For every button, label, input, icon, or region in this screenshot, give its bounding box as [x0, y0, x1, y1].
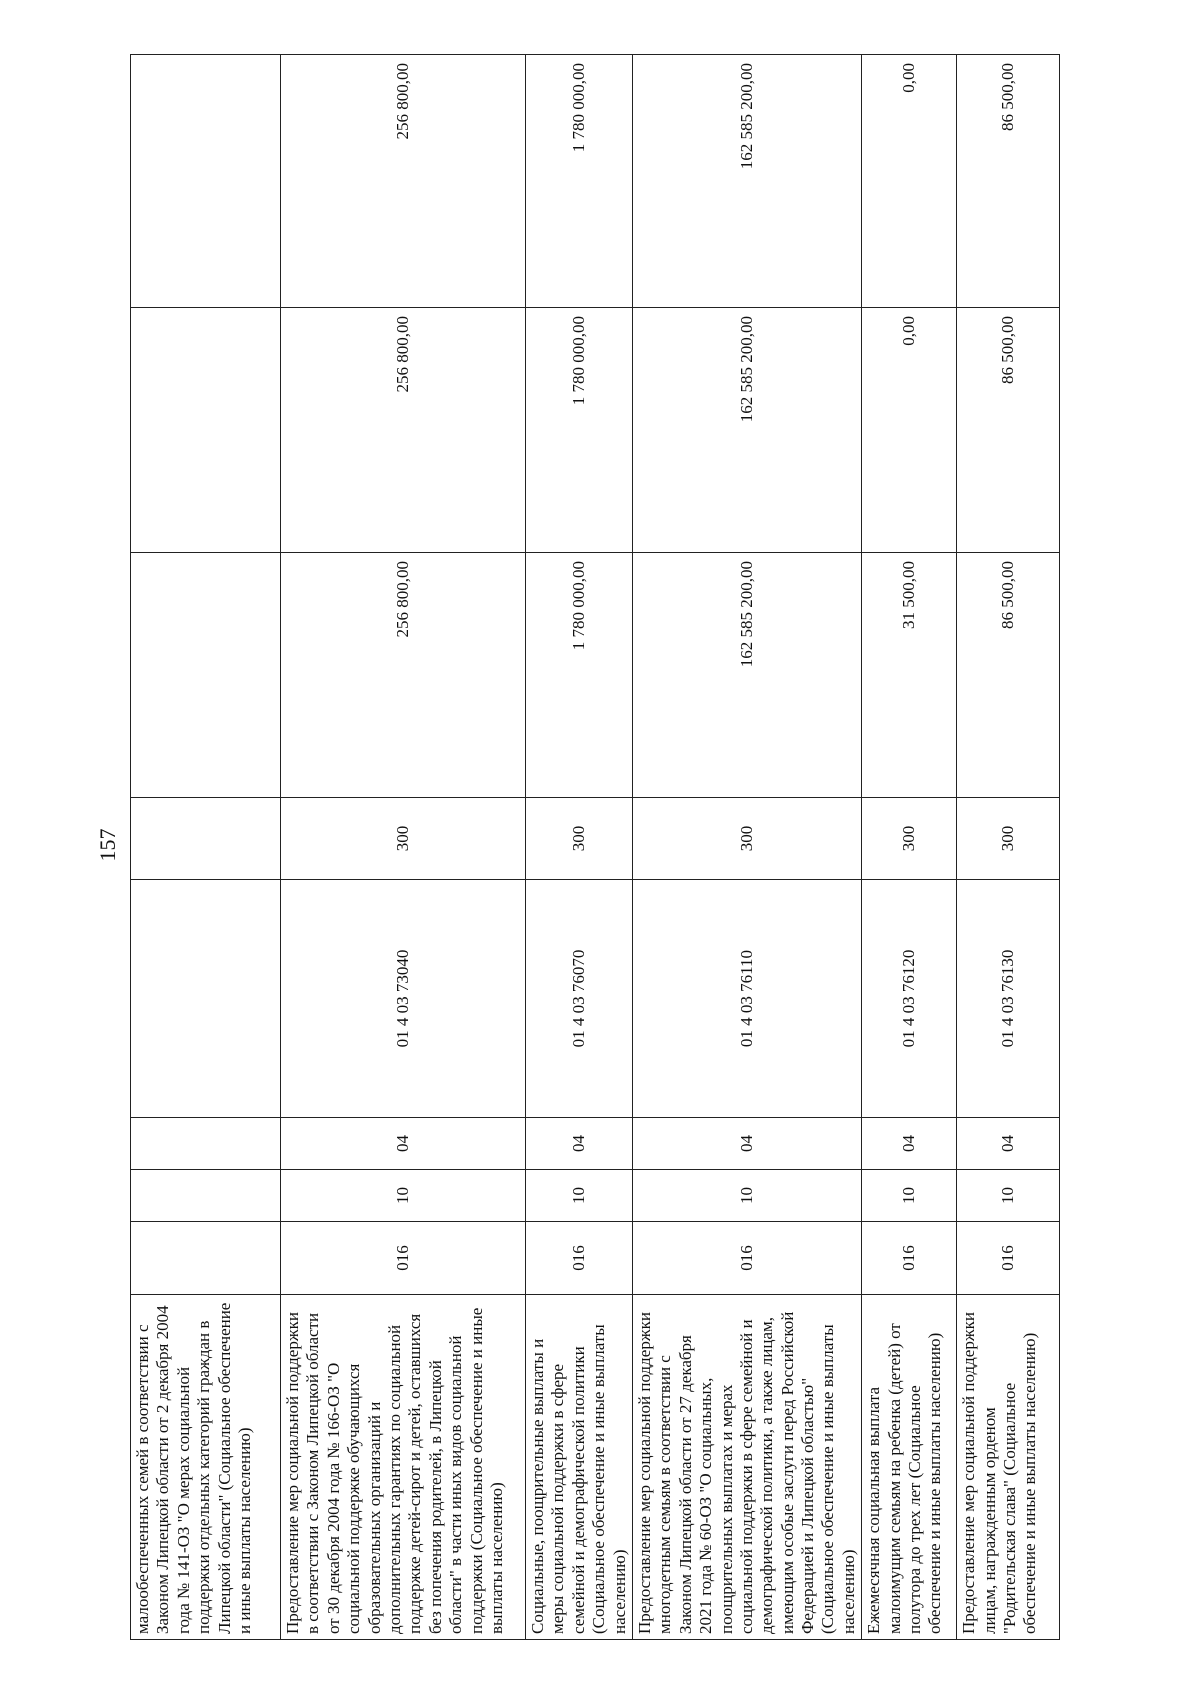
- sum-3-cell: 1 780 000,00: [526, 55, 633, 308]
- sum-3-cell: 86 500,00: [957, 55, 1060, 308]
- target-article-cell: 01 4 03 76130: [957, 880, 1060, 1118]
- table-row: [862, 55, 957, 1640]
- ved-cell: 016: [957, 1222, 1060, 1295]
- sum-3-cell: [131, 55, 281, 308]
- podrazdel-cell: 04: [957, 1118, 1060, 1170]
- expense-type-cell: 300: [526, 798, 633, 880]
- table-row: [526, 55, 633, 1640]
- budget-table: [130, 54, 1060, 1640]
- sum-1-cell: 31 500,00: [862, 553, 957, 798]
- ved-cell: 016: [632, 1222, 861, 1295]
- sum-2-cell: 256 800,00: [281, 308, 526, 553]
- budget-table-rotated: [130, 55, 1080, 1640]
- ved-cell: 016: [862, 1222, 957, 1295]
- ved-cell: 016: [281, 1222, 526, 1295]
- ved-cell: 016: [526, 1222, 633, 1295]
- target-article-cell: [131, 880, 281, 1118]
- table-row: [632, 55, 861, 1640]
- sum-2-cell: 162 585 200,00: [632, 308, 861, 553]
- razdel-cell: 10: [281, 1170, 526, 1222]
- row-name-cell: Социальные, поощрительные выплаты и меры социальной поддержки в сфере семейной и демографической политики (Социальное обеспечение и иные выплаты населению): [526, 1295, 633, 1640]
- row-name-cell: Предоставление мер социальной поддержки многодетным семьям в соответствии с Законом Липецкой области от 27 декабря 2021 года № 60-ОЗ "О социальных, поощрительных выплатах и мерах социальной поддержки в сфере семейной и демографической политики, а также лицам, имеющим особые заслуги перед Российской Федерацией и Липецкой областью" (Социальное обеспечение и иные выплаты населению): [632, 1295, 861, 1640]
- page-number: 157: [95, 828, 120, 862]
- table-body: [131, 55, 1060, 1640]
- sum-1-cell: 1 780 000,00: [526, 553, 633, 798]
- podrazdel-cell: 04: [281, 1118, 526, 1170]
- table-row: [957, 55, 1060, 1640]
- sum-1-cell: [131, 553, 281, 798]
- target-article-cell: 01 4 03 73040: [281, 880, 526, 1118]
- podrazdel-cell: 04: [526, 1118, 633, 1170]
- expense-type-cell: [131, 798, 281, 880]
- sum-2-cell: 86 500,00: [957, 308, 1060, 553]
- podrazdel-cell: [131, 1118, 281, 1170]
- table-row: [131, 55, 281, 1640]
- expense-type-cell: 300: [862, 798, 957, 880]
- ved-cell: [131, 1222, 281, 1295]
- target-article-cell: 01 4 03 76120: [862, 880, 957, 1118]
- row-name-cell: Предоставление мер социальной поддержки лицам, награжденным орденом "Родительская слава" (Социальное обеспечение и иные выплаты населению): [957, 1295, 1060, 1640]
- sum-1-cell: 162 585 200,00: [632, 553, 861, 798]
- row-name-cell: Ежемесячная социальная выплата малоимущим семьям на ребенка (детей) от полутора до трех лет (Социальное обеспечение и иные выплаты населению): [862, 1295, 957, 1640]
- sum-1-cell: 86 500,00: [957, 553, 1060, 798]
- razdel-cell: 10: [632, 1170, 861, 1222]
- expense-type-cell: 300: [632, 798, 861, 880]
- row-name-cell: Предоставление мер социальной поддержки в соответствии с Законом Липецкой области от 30 декабря 2004 года № 166-ОЗ "О социальной поддержке обучающихся образовательных организаций и дополнительных гарантиях по социальной поддержке детей-сирот и детей, оставшихся без попечения родителей, в Липецкой области" в части иных видов социальной поддержки (Социальное обеспечение и иные выплаты населению): [281, 1295, 526, 1640]
- sum-3-cell: 0,00: [862, 55, 957, 308]
- sum-3-cell: 162 585 200,00: [632, 55, 861, 308]
- sum-3-cell: 256 800,00: [281, 55, 526, 308]
- expense-type-cell: 300: [281, 798, 526, 880]
- expense-type-cell: 300: [957, 798, 1060, 880]
- sum-1-cell: 256 800,00: [281, 553, 526, 798]
- podrazdel-cell: 04: [632, 1118, 861, 1170]
- row-name-cell: малообеспеченных семей в соответствии с Законом Липецкой области от 2 декабря 2004 года № 141-ОЗ "О мерах социальной поддержки отдельных категорий граждан в Липецкой области" (Социальное обеспечение и иные выплаты населению): [131, 1295, 281, 1640]
- sum-2-cell: 0,00: [862, 308, 957, 553]
- podrazdel-cell: 04: [862, 1118, 957, 1170]
- table-row: [281, 55, 526, 1640]
- sum-2-cell: 1 780 000,00: [526, 308, 633, 553]
- target-article-cell: 01 4 03 76070: [526, 880, 633, 1118]
- razdel-cell: 10: [862, 1170, 957, 1222]
- target-article-cell: 01 4 03 76110: [632, 880, 861, 1118]
- sum-2-cell: [131, 308, 281, 553]
- razdel-cell: 10: [526, 1170, 633, 1222]
- razdel-cell: [131, 1170, 281, 1222]
- razdel-cell: 10: [957, 1170, 1060, 1222]
